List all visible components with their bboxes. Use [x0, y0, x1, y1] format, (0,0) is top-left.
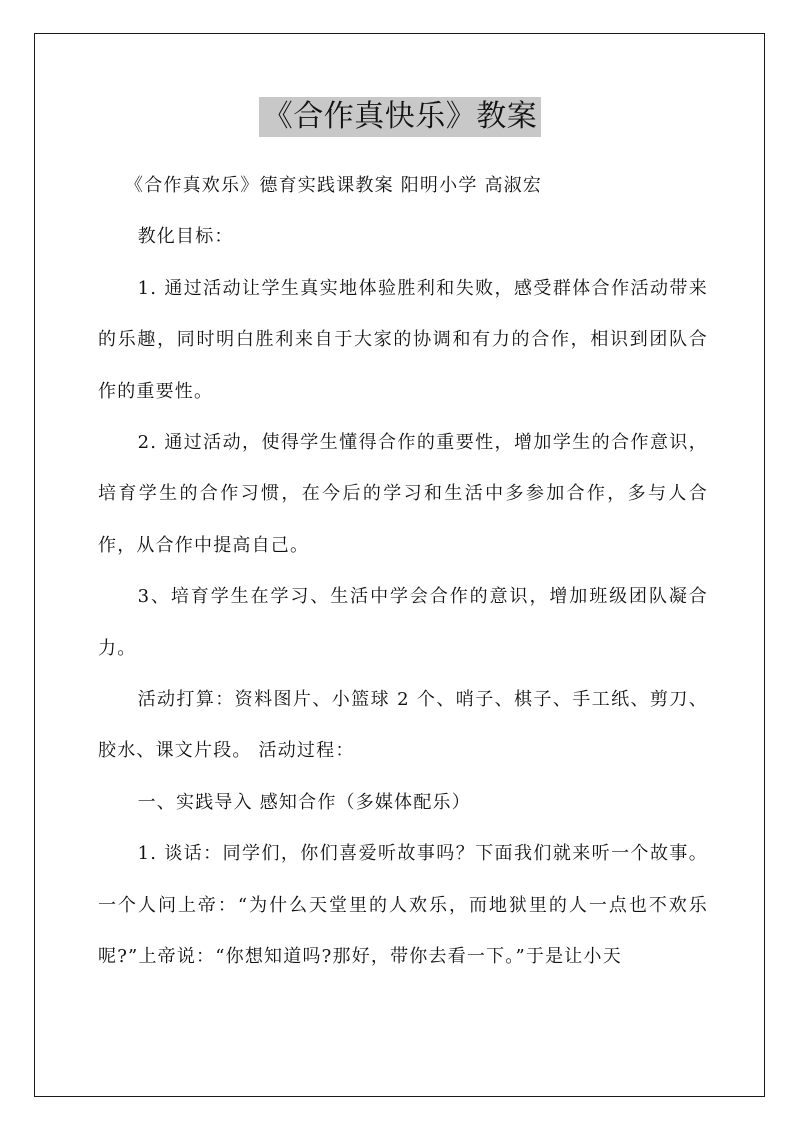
goal-3-paragraph: 3、培育学生在学习、生活中学会合作的意识，增加班级团队凝合力。	[98, 586, 708, 659]
preparation-paragraph: 活动打算：资料图片、小篮球 2 个、哨子、棋子、手工纸、剪刀、胶水、课文片段。 活动过程：	[98, 689, 708, 762]
section-1-heading: 一、实践导入 感知合作（多媒体配乐）	[137, 791, 471, 813]
document-title: 《合作真快乐》教案	[259, 97, 542, 137]
goal-2-paragraph: 2. 通过活动，使得学生懂得合作的重要性，增加学生的合作意识，培育学生的合作习惯，在今后的学习和生活中多参加合作，多与人合作，从合作中提高自己。	[98, 432, 708, 556]
title-container	[0, 97, 800, 137]
document-body	[98, 160, 708, 983]
subtitle-line: 《合作真欢乐》德育实践课教案 阳明小学 高淑宏	[125, 175, 543, 196]
goals-heading: 教化目标：	[137, 226, 234, 248]
step-1-paragraph: 1. 谈话：同学们，你们喜爱听故事吗？下面我们就来听一个故事。一个人问上帝：“为什么天堂里的人欢乐，而地狱里的人一点也不欢乐呢?”上帝说：“你想知道吗?那好，带你去看一下。”于是让小天	[98, 843, 708, 968]
goal-1-paragraph: 1. 通过活动让学生真实地体验胜利和失败，感受群体合作活动带来的乐趣，同时明白胜利来自于大家的协调和有力的合作，相识到团队合作的重要性。	[98, 277, 708, 402]
